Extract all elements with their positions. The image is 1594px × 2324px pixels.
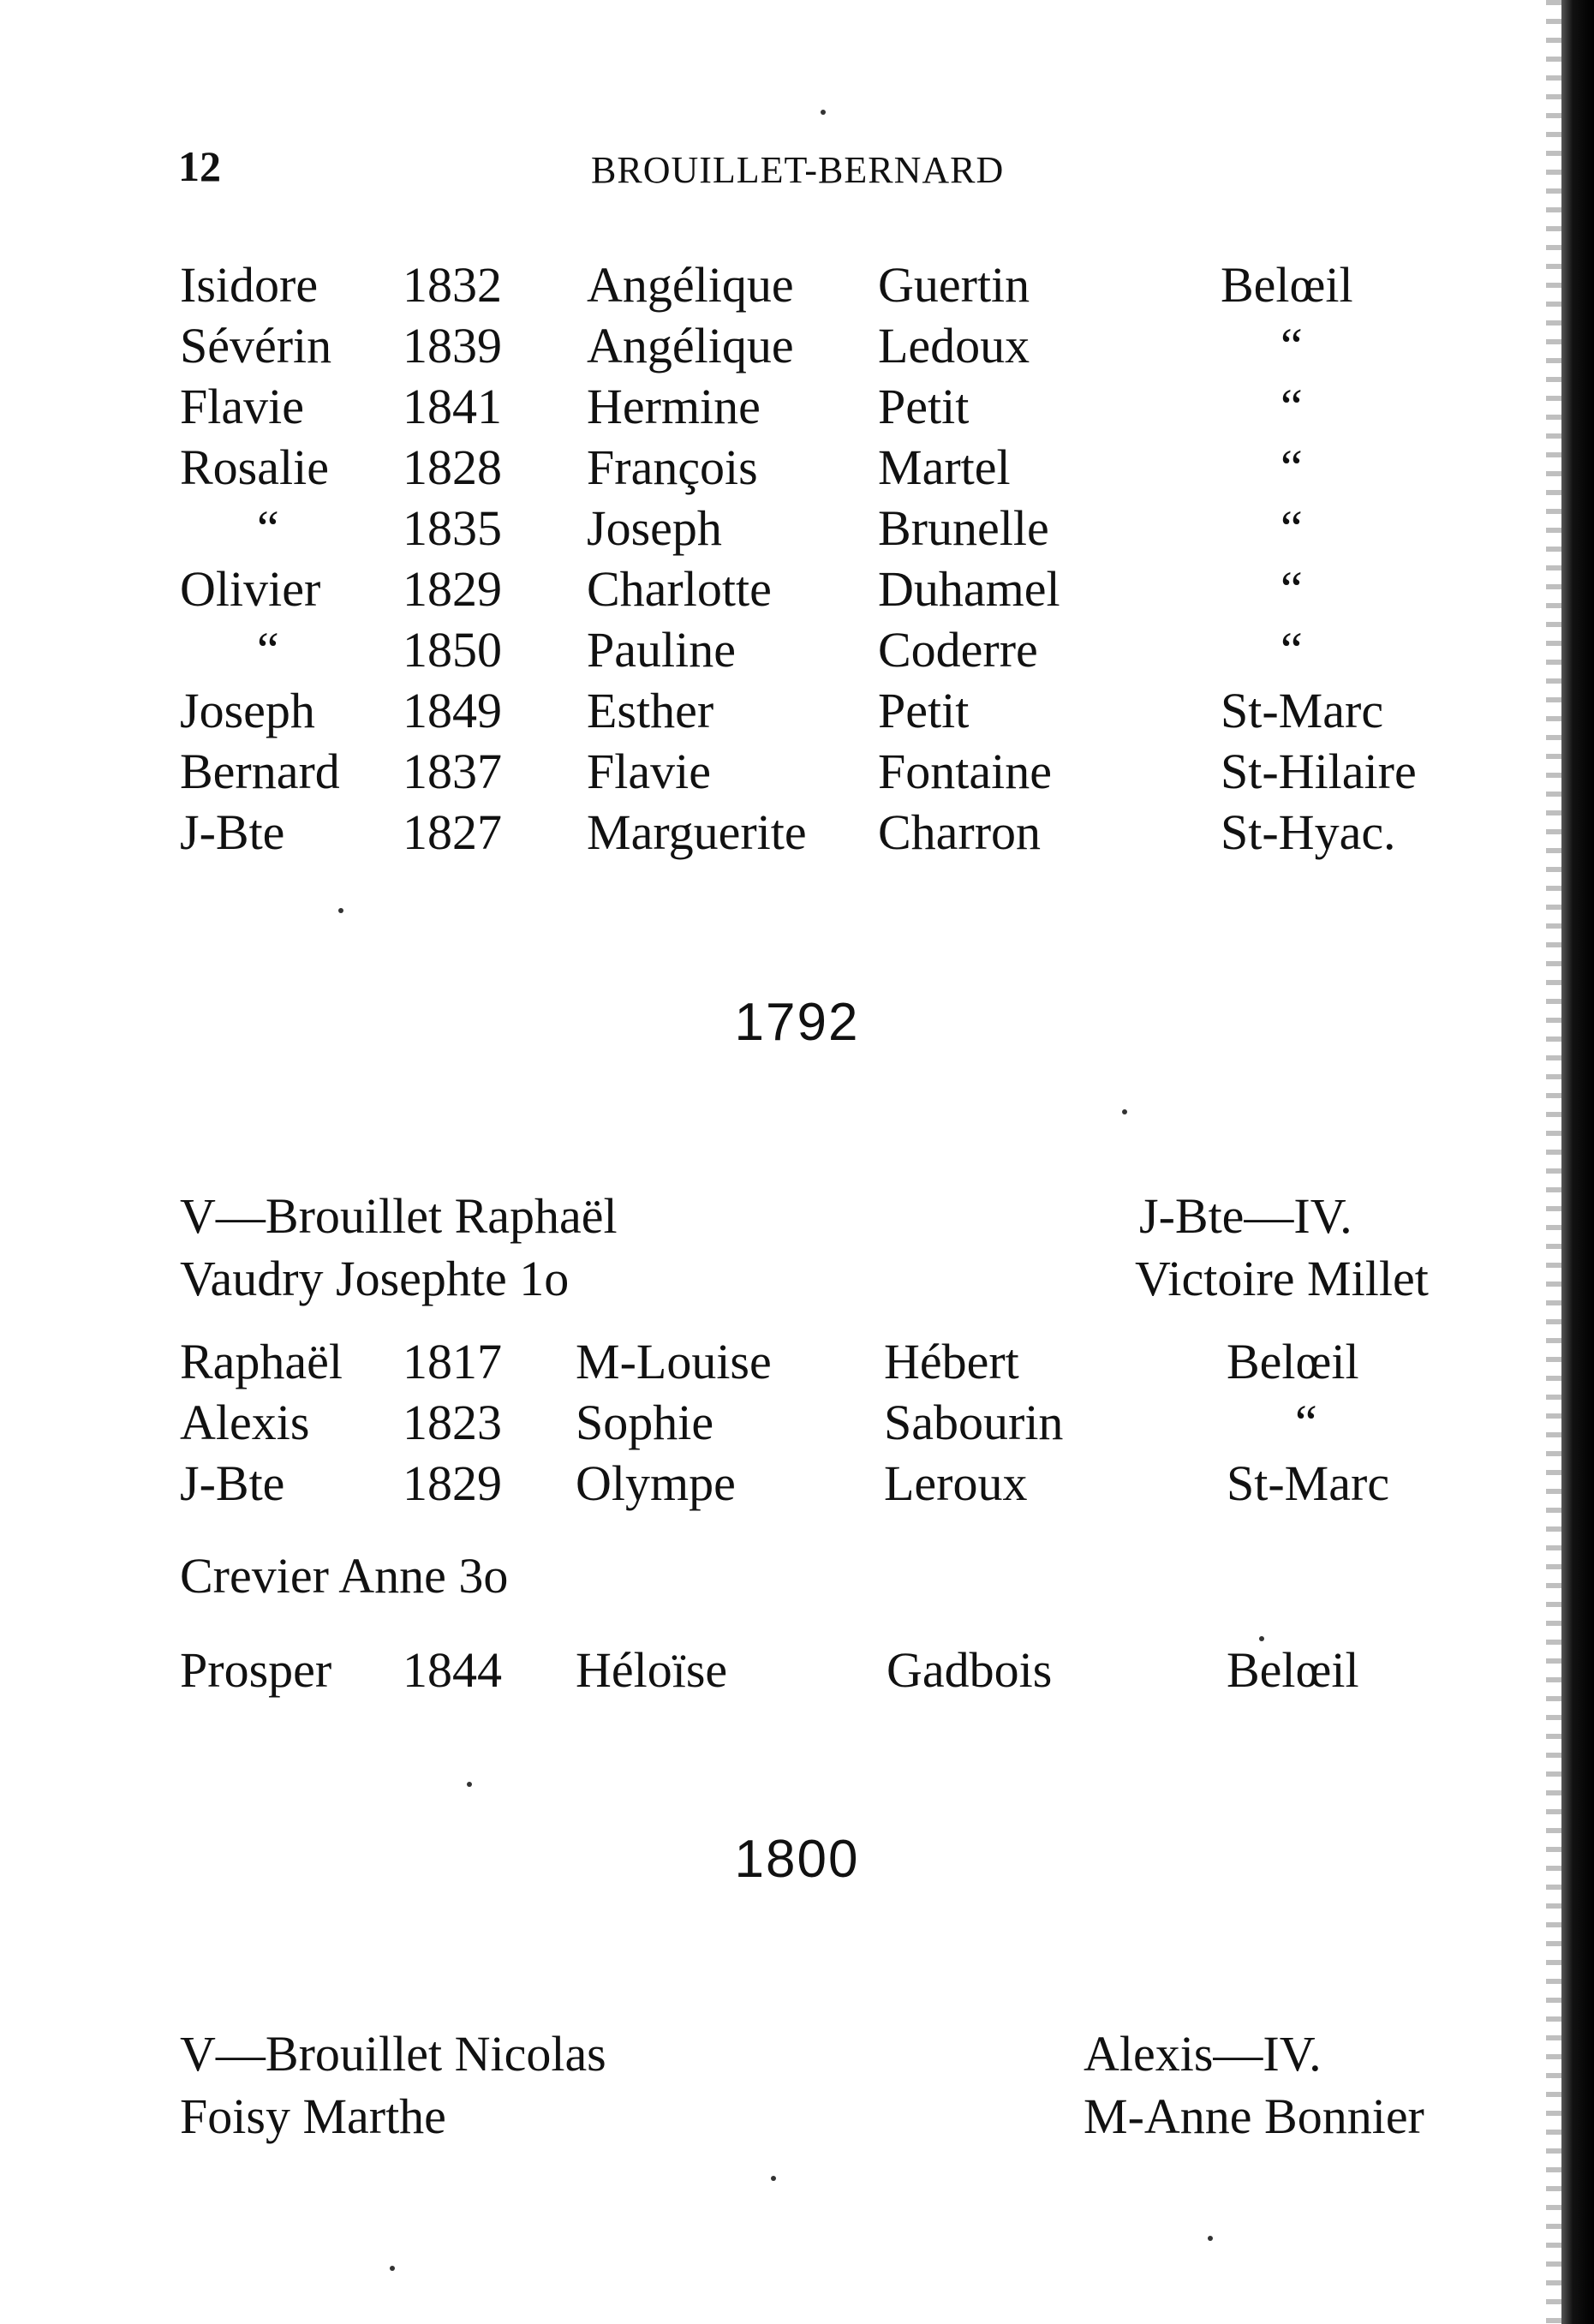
child-name: J-Bte (180, 804, 285, 860)
child-name: Joseph (180, 683, 315, 738)
table-row (0, 742, 1594, 802)
page-header (0, 141, 1594, 201)
parish: “ (1281, 318, 1303, 373)
spouse-first-name: Olympe (576, 1455, 736, 1511)
parish: “ (1281, 561, 1303, 617)
parish: St-Marc (1227, 1455, 1390, 1511)
spouse-surname: Gadbois (887, 1642, 1053, 1698)
table-row (0, 1640, 1594, 1700)
scan-speck (390, 2266, 395, 2271)
year-heading: 1792 (734, 993, 860, 1052)
husband-name: V—Brouillet Raphaël (180, 1188, 618, 1244)
scan-speck (467, 1782, 472, 1787)
child-name: Sévérin (180, 318, 332, 373)
marriage-year: 1839 (403, 318, 502, 373)
year-heading: 1800 (734, 1830, 860, 1889)
husband-line (0, 2024, 1594, 2084)
spouse-first-name: M-Louise (576, 1334, 772, 1389)
wife-parent: Victoire Millet (1135, 1251, 1429, 1306)
child-name: Bernard (180, 744, 340, 799)
child-name: Raphaël (180, 1334, 343, 1389)
spouse-surname: Petit (878, 379, 970, 434)
scan-speck (1208, 2236, 1213, 2241)
marriage-year: 1844 (403, 1642, 502, 1698)
table-row (0, 559, 1594, 619)
marriage-year: 1841 (403, 379, 502, 434)
spouse-surname: Coderre (878, 622, 1038, 678)
spouse-surname: Ledoux (878, 318, 1030, 373)
table-row (0, 803, 1594, 863)
wife-line (0, 1546, 1594, 1606)
scan-speck (821, 110, 826, 115)
table-row (0, 255, 1594, 315)
marriage-year: 1829 (403, 561, 502, 617)
wife-line (0, 1249, 1594, 1309)
table-row (0, 1393, 1594, 1453)
child-name: Alexis (180, 1395, 310, 1450)
marriage-year: 1850 (403, 622, 502, 678)
spouse-surname: Sabourin (884, 1395, 1064, 1450)
husband-parent: Alexis—IV. (1084, 2026, 1322, 2082)
spouse-first-name: Héloïse (576, 1642, 728, 1698)
child-name: Isidore (180, 257, 319, 313)
parish: “ (1281, 500, 1303, 556)
parish: St-Hyac. (1221, 804, 1396, 860)
spouse-surname: Guertin (878, 257, 1030, 313)
scan-speck (771, 2176, 776, 2181)
wife-name: Foisy Marthe (180, 2088, 446, 2144)
husband-name: V—Brouillet Nicolas (180, 2026, 606, 2082)
table-row (0, 1454, 1594, 1514)
spouse-first-name: Angélique (587, 257, 794, 313)
spouse-first-name: Marguerite (587, 804, 807, 860)
marriage-year: 1835 (403, 500, 502, 556)
table-row (0, 681, 1594, 741)
spouse-surname: Duhamel (878, 561, 1060, 617)
marriage-year: 1837 (403, 744, 502, 799)
husband-parent: J-Bte—IV. (1139, 1188, 1352, 1244)
wife-name: Vaudry Josephte 1o (180, 1251, 570, 1306)
table-row (0, 316, 1594, 376)
spouse-first-name: Pauline (587, 622, 736, 678)
spouse-surname: Hébert (884, 1334, 1019, 1389)
parish: Belœil (1227, 1642, 1359, 1698)
spouse-surname: Charron (878, 804, 1042, 860)
child-name: Flavie (180, 379, 304, 434)
parish: “ (1281, 622, 1303, 678)
wife-line (0, 2087, 1594, 2147)
spouse-first-name: Esther (587, 683, 714, 738)
parish: “ (1281, 439, 1303, 495)
child-name: “ (257, 500, 279, 556)
parish: St-Hilaire (1221, 744, 1417, 799)
wife-name: Crevier Anne 3o (180, 1548, 509, 1604)
table-row (0, 438, 1594, 498)
table-row (0, 499, 1594, 559)
spouse-first-name: Charlotte (587, 561, 772, 617)
marriage-year: 1817 (403, 1334, 502, 1389)
marriage-year: 1823 (403, 1395, 502, 1450)
spouse-first-name: Joseph (587, 500, 722, 556)
spouse-first-name: François (587, 439, 758, 495)
child-name: Olivier (180, 561, 321, 617)
spouse-first-name: Flavie (587, 744, 711, 799)
parish: “ (1281, 379, 1303, 434)
page-number: 12 (178, 142, 221, 190)
spouse-surname: Brunelle (878, 500, 1049, 556)
marriage-year: 1832 (403, 257, 502, 313)
scan-speck (1259, 1636, 1264, 1641)
parish: Belœil (1227, 1334, 1359, 1389)
scan-speck (1122, 1109, 1127, 1114)
parish: St-Marc (1221, 683, 1384, 738)
parish: Belœil (1221, 257, 1353, 313)
running-head: BROUILLET-BERNARD (591, 149, 1005, 191)
spouse-first-name: Sophie (576, 1395, 714, 1450)
scan-speck (338, 908, 343, 913)
spouse-surname: Martel (878, 439, 1011, 495)
husband-line (0, 1186, 1594, 1246)
table-row (0, 377, 1594, 437)
child-name: Prosper (180, 1642, 332, 1698)
marriage-year: 1828 (403, 439, 502, 495)
marriage-year: 1849 (403, 683, 502, 738)
parish: “ (1295, 1395, 1317, 1450)
spouse-surname: Fontaine (878, 744, 1052, 799)
marriage-year: 1829 (403, 1455, 502, 1511)
table-row (0, 620, 1594, 680)
child-name: “ (257, 622, 279, 678)
wife-parent: M-Anne Bonnier (1084, 2088, 1424, 2144)
child-name: Rosalie (180, 439, 329, 495)
child-name: J-Bte (180, 1455, 285, 1511)
spouse-first-name: Hermine (587, 379, 761, 434)
spouse-surname: Petit (878, 683, 970, 738)
spouse-first-name: Angélique (587, 318, 794, 373)
spouse-surname: Leroux (884, 1455, 1028, 1511)
table-row (0, 1332, 1594, 1392)
marriage-year: 1827 (403, 804, 502, 860)
